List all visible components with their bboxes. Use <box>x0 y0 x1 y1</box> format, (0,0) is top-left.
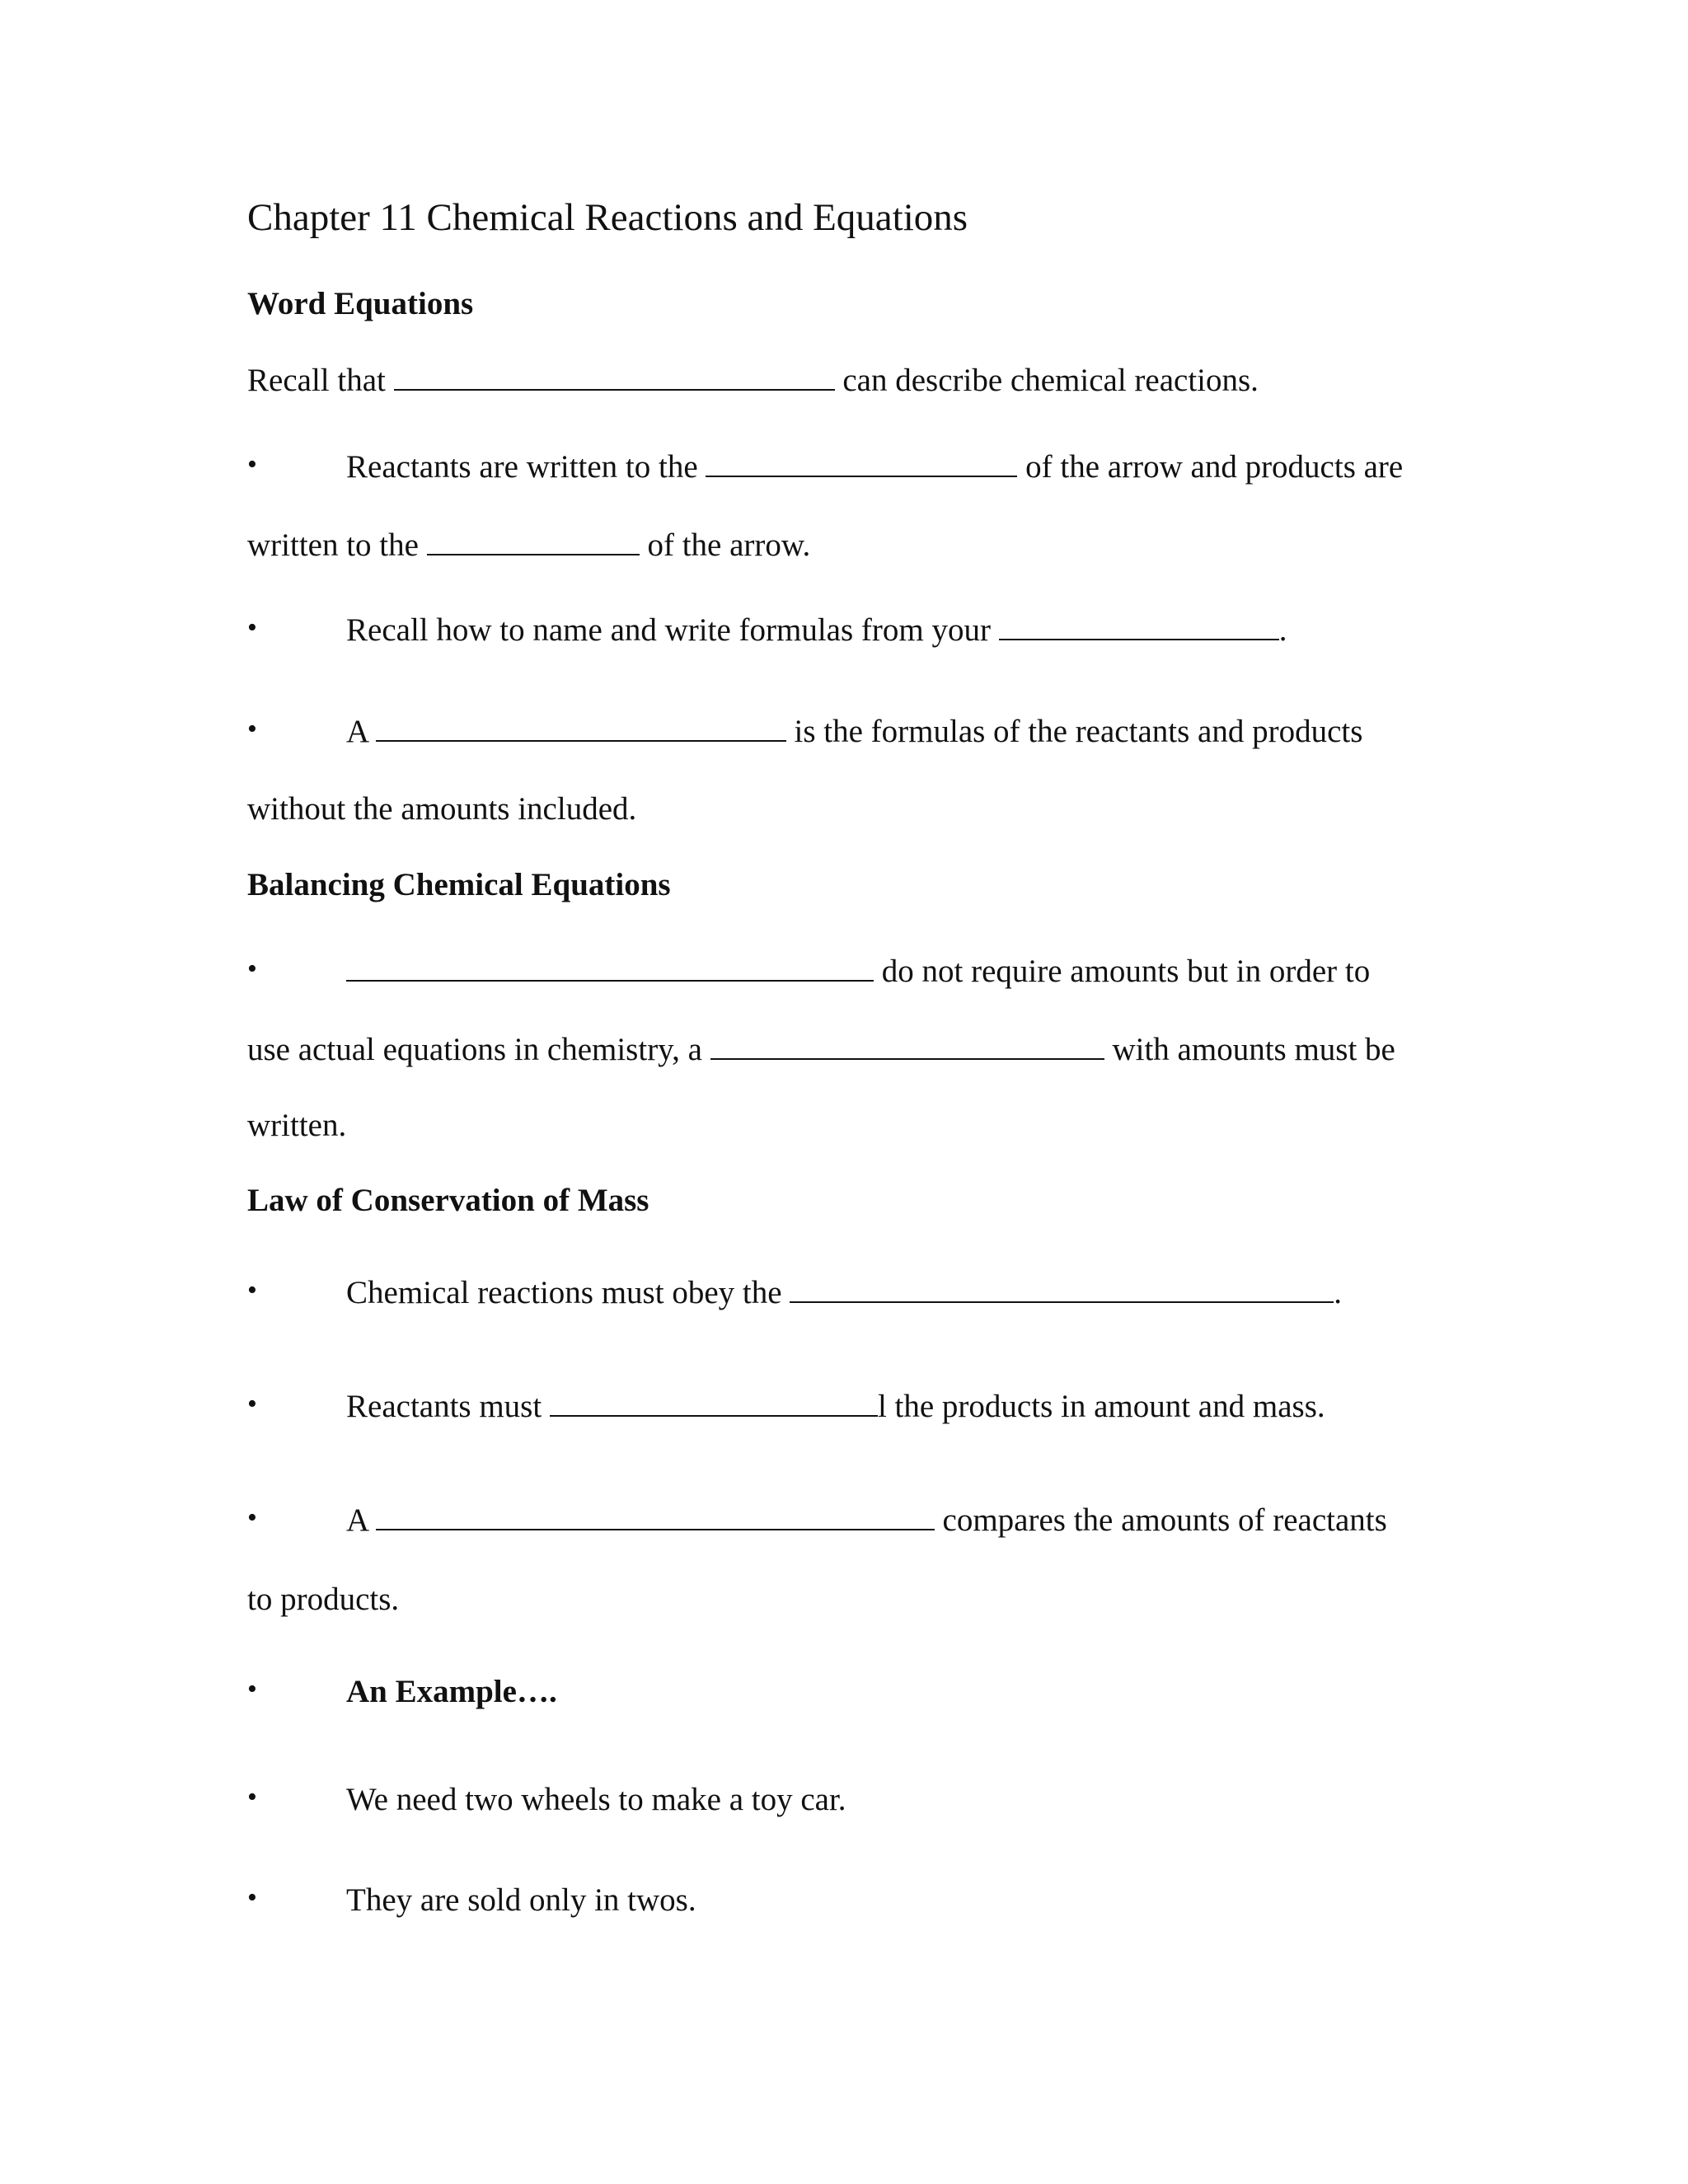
fill-in-blank[interactable] <box>394 361 835 391</box>
page-title: Chapter 11 Chemical Reactions and Equations <box>247 196 968 239</box>
bullet-icon: • <box>247 1882 257 1913</box>
section-heading-conservation: Law of Conservation of Mass <box>247 1183 649 1218</box>
fill-in-blank[interactable] <box>376 712 786 742</box>
fill-in-blank[interactable] <box>706 448 1017 477</box>
list-item-example: An Example…. <box>346 1674 557 1709</box>
list-item: Reactants are written to the of the arrow and products are <box>346 449 1404 485</box>
bullet-icon: • <box>247 1782 257 1812</box>
fill-in-blank[interactable] <box>790 1273 1334 1303</box>
list-item-continuation: written. <box>247 1108 347 1143</box>
bullet-icon: • <box>247 954 257 984</box>
list-item-continuation: without the amounts included. <box>247 791 637 827</box>
list-item: A is the formulas of the reactants and products <box>346 714 1363 749</box>
list-item: Chemical reactions must obey the . <box>346 1275 1343 1310</box>
fill-in-blank[interactable] <box>346 952 874 982</box>
list-item: They are sold only in twos. <box>346 1882 696 1918</box>
fill-in-blank[interactable] <box>710 1030 1104 1060</box>
list-item: Recall how to name and write formulas from your . <box>346 612 1287 648</box>
fill-in-blank[interactable] <box>999 611 1279 640</box>
bullet-icon: • <box>247 449 257 480</box>
list-item: A compares the amounts of reactants <box>346 1502 1387 1538</box>
list-item: We need two wheels to make a toy car. <box>346 1782 846 1817</box>
bullet-icon: • <box>247 1389 257 1419</box>
list-item: Reactants must l the products in amount and mass. <box>346 1389 1325 1424</box>
bullet-icon: • <box>247 612 257 643</box>
fill-in-blank[interactable] <box>376 1501 935 1530</box>
section-heading-balancing: Balancing Chemical Equations <box>247 867 671 902</box>
list-item-continuation: written to the of the arrow. <box>247 527 811 563</box>
fill-in-blank[interactable] <box>427 526 640 555</box>
list-item-continuation: use actual equations in chemistry, a with amounts must be <box>247 1032 1395 1067</box>
recall-line: Recall that can describe chemical reactions. <box>247 363 1259 398</box>
bullet-icon: • <box>247 1674 257 1704</box>
section-heading-word-equations: Word Equations <box>247 286 474 321</box>
bullet-icon: • <box>247 714 257 744</box>
bullet-icon: • <box>247 1275 257 1305</box>
bullet-icon: • <box>247 1502 257 1533</box>
fill-in-blank[interactable] <box>550 1387 878 1417</box>
list-item: do not require amounts but in order to <box>346 952 1370 991</box>
list-item-continuation: to products. <box>247 1582 400 1617</box>
